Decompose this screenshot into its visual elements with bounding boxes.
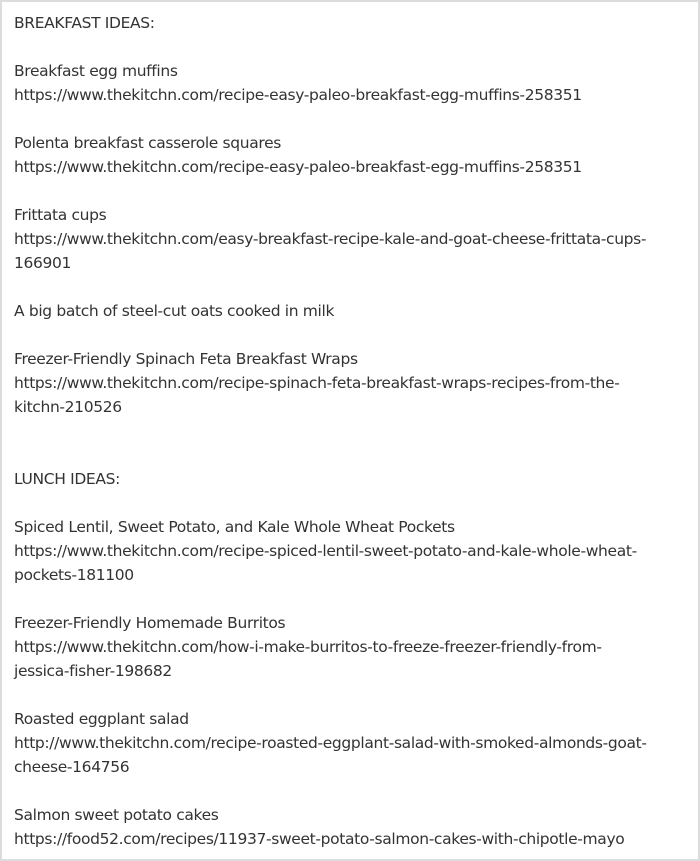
- spacer: [14, 107, 686, 131]
- recipe-url-line-2[interactable]: 166901: [14, 254, 72, 272]
- recipe-title: Breakfast egg muffins: [14, 62, 178, 80]
- recipe-url[interactable]: https://www.thekitchn.com/recipe-easy-paleo-breakfast-egg-muffins-258351: [14, 158, 582, 176]
- breakfast-item: [14, 347, 686, 419]
- spacer: [14, 419, 686, 467]
- lunch-item: [14, 515, 686, 587]
- recipe-url-line-2[interactable]: pockets-181100: [14, 566, 134, 584]
- recipe-title: Salmon sweet potato cakes: [14, 806, 219, 824]
- spacer: [14, 491, 686, 515]
- recipe-title: Roasted eggplant salad: [14, 710, 189, 728]
- lunch-heading: LUNCH IDEAS:: [14, 470, 120, 488]
- recipe-url-line-1[interactable]: https://www.thekitchn.com/easy-breakfast-recipe-kale-and-goat-cheese-frittata-cups-: [14, 230, 647, 248]
- recipe-url-line-2[interactable]: cheese-164756: [14, 758, 130, 776]
- spacer: [14, 323, 686, 347]
- recipe-url-line-1[interactable]: https://www.thekitchn.com/how-i-make-burritos-to-freeze-freezer-friendly-from-: [14, 638, 602, 656]
- spacer: [14, 275, 686, 299]
- recipe-url[interactable]: https://www.thekitchn.com/recipe-easy-paleo-breakfast-egg-muffins-258351: [14, 86, 582, 104]
- breakfast-item: [14, 59, 686, 107]
- recipe-title: Frittata cups: [14, 206, 107, 224]
- lunch-item: [14, 611, 686, 683]
- spacer: [14, 587, 686, 611]
- spacer: [14, 779, 686, 803]
- spacer: [14, 35, 686, 59]
- lunch-item: [14, 803, 686, 851]
- recipe-title: Freezer-Friendly Homemade Burritos: [14, 614, 286, 632]
- breakfast-heading: BREAKFAST IDEAS:: [14, 14, 155, 32]
- recipe-title: Spiced Lentil, Sweet Potato, and Kale Whole Wheat Pockets: [14, 518, 455, 536]
- recipe-url-line-1[interactable]: https://www.thekitchn.com/recipe-spiced-lentil-sweet-potato-and-kale-whole-wheat-: [14, 542, 637, 560]
- recipe-title: Freezer-Friendly Spinach Feta Breakfast Wraps: [14, 350, 358, 368]
- spacer: [14, 179, 686, 203]
- recipe-title: A big batch of steel-cut oats cooked in milk: [14, 302, 335, 320]
- breakfast-item: [14, 299, 686, 323]
- lunch-item: [14, 707, 686, 779]
- breakfast-item: [14, 203, 686, 275]
- recipe-url-line-1[interactable]: https://www.thekitchn.com/recipe-spinach-feta-breakfast-wraps-recipes-from-the-: [14, 374, 620, 392]
- recipe-url-line-2[interactable]: kitchn-210526: [14, 398, 122, 416]
- spacer: [14, 683, 686, 707]
- recipe-url-line-1[interactable]: http://www.thekitchn.com/recipe-roasted-eggplant-salad-with-smoked-almonds-goat-: [14, 734, 647, 752]
- recipe-title: Polenta breakfast casserole squares: [14, 134, 281, 152]
- breakfast-item: [14, 131, 686, 179]
- recipe-url-line-2[interactable]: jessica-fisher-198682: [14, 662, 172, 680]
- recipe-url[interactable]: https://food52.com/recipes/11937-sweet-potato-salmon-cakes-with-chipotle-mayo: [14, 830, 625, 848]
